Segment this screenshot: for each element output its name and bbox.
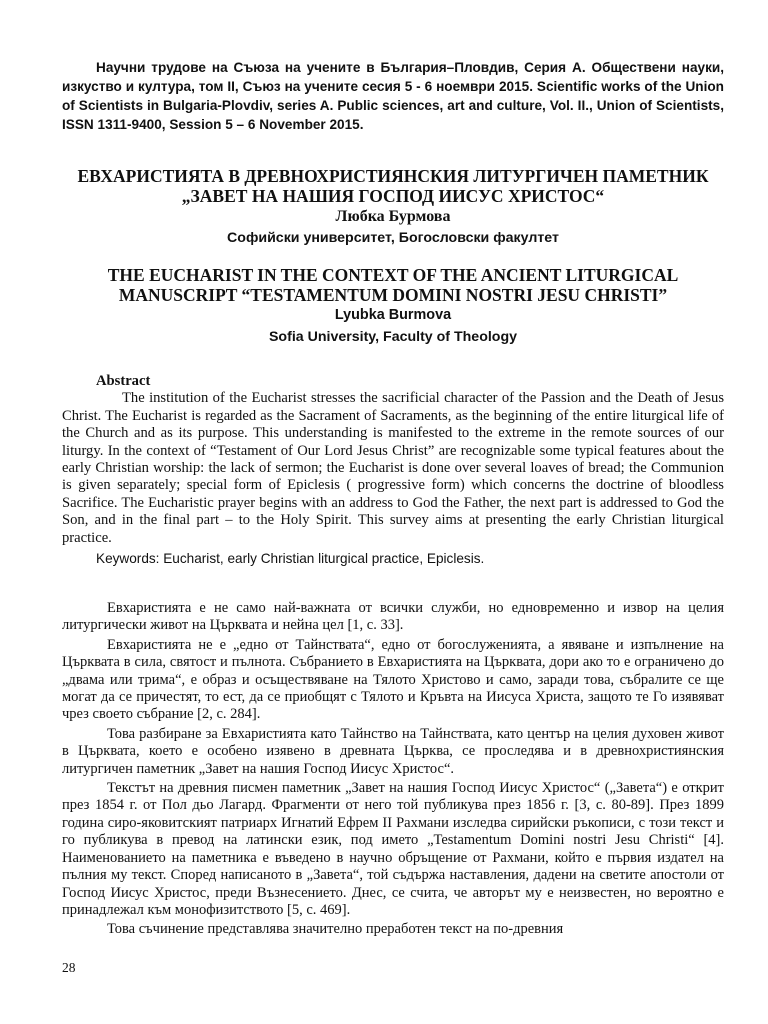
english-title-block xyxy=(62,265,724,348)
paragraph: Това разбиране за Евхаристията като Тайнство на Тайнствата, като център на целия духовен живот в Църквата, което е особено изявено в древната Църква, се проследява и в древнохристиянския литургичен паметник „Завет на нашия Господ Иисус Христос“. xyxy=(62,725,724,777)
page-number: 28 xyxy=(62,960,76,975)
paragraph: Текстът на древния писмен паметник „Завет на нашия Господ Иисус Христос“ („Завета“) е открит през 1854 г. от Пол дьо Лагард. Фрагменти от него той публикува през 1856 г. [3, с. 80-89]. През 1899 година сиро-яковитският патриарх Игнатий Ефрем II Рахмани изследва сирийски ръкописи, с този текст и го публикува в превод на латински език, под името „Testamentum Domini nostri Jesu Christi“ [4]. Наименованието на паметника е въведено в научно обръщение от Рахмани, който е първия издател на пълния му текст. Според написаното в „Завета“, той съдържа наставления, дадени на светите апостоли от Господ Иисус Христос, преди Възнесението. Днес, се счита, че авторът му е неизвестен, но вероятно е принадлежал към монофизитството [5, с. 469]. xyxy=(62,780,724,918)
author-name-en: Lyubka Burmova xyxy=(334,307,452,323)
article-title-bg: ЕВХАРИСТИЯТА В ДРЕВНОХРИСТИЯНСКИЯ ЛИТУРГИЧЕН ПАМЕТНИК „ЗАВЕТ НА НАШИЯ ГОСПОД ИИСУС ХРИСТОС“ xyxy=(77,166,709,206)
affiliation-bg: Софийски университет, Богословски факултет xyxy=(227,230,559,246)
paragraph: Евхаристията не е „едно от Тайнствата“, едно от богослуженията, а явяване и изпълнение на Църквата в сила, святост и пълнота. Събранието в Евхаристията на Църквата, дори ако то е ограничено до „двама или трима“, е образ и осъществяване на Тялото Христово и само, заради това, събралите се ще могат да се причестят, то ест, да се приобщят с Тялото и Кръвта на Иисуса Христа, защото те Го изявяват чрез своето събрание [2, с. 284]. xyxy=(62,636,724,723)
article-title-en: THE EUCHARIST IN THE CONTEXT OF THE ANCIENT LITURGICAL MANUSCRIPT “TESTAMENTUM DOMINI NOSTRI JESU CHRISTI” xyxy=(107,265,679,305)
paragraph: Евхаристията е не само най-важната от всички служби, но едновременно и извор на целия литургически живот на Църквата и нейна цел [1, с. 33]. xyxy=(62,600,724,634)
affiliation-en: Sofia University, Faculty of Theology xyxy=(268,329,518,345)
abstract-heading: Abstract xyxy=(96,373,151,389)
keywords: Keywords: Eucharist, early Christian liturgical practice, Epiclesis. xyxy=(96,551,485,567)
paragraph: Това съчинение представлява значително преработен текст на по-древния xyxy=(107,921,564,938)
bulgarian-title-block xyxy=(62,166,724,249)
abstract-section xyxy=(62,373,724,567)
author-name-bg: Любка Бурмова xyxy=(335,208,451,225)
body-text xyxy=(62,600,724,941)
abstract-text: The institution of the Eucharist stresses the sacrificial character of the Passion and the Death of Jesus Christ. The Eucharist is regarded as the Sacrament of Sacraments, as the beginning of the entire liturgical life of the Church and as its purpose. This understanding is manifested to the extreme in the remote sources of our liturgy. In the context of “Testament of Our Lord Jesus Christ” are recognizable some typical features about the early Christian worship: the lack of sermon; the Eucharist is done over several loaves of bread; the Communion is given separately; special form of Epiclesis ( progressive form) which concerns the doctrine of bloodless Sacrifice. The Eucharistic prayer begins with an address to God the Father, the next part is addressed to God the Son, and in the final part – to the Holy Spirit. This survey aims at presenting the early Christian liturgical practice. xyxy=(62,390,724,546)
citation-header: Научни трудове на Съюза на учените в България–Пловдив, Серия А. Обществени науки, изкуство и култура, том II, Съюз на учените сесия 5 - 6 ноември 2015. Scientific works of the Union of Scientists in Bulgaria-Plovdiv, series A. Public sciences, art and culture, Vol. II., Union of Scientists, ISSN 1311-9400, Session 5 – 6 November 2015. xyxy=(62,60,724,132)
